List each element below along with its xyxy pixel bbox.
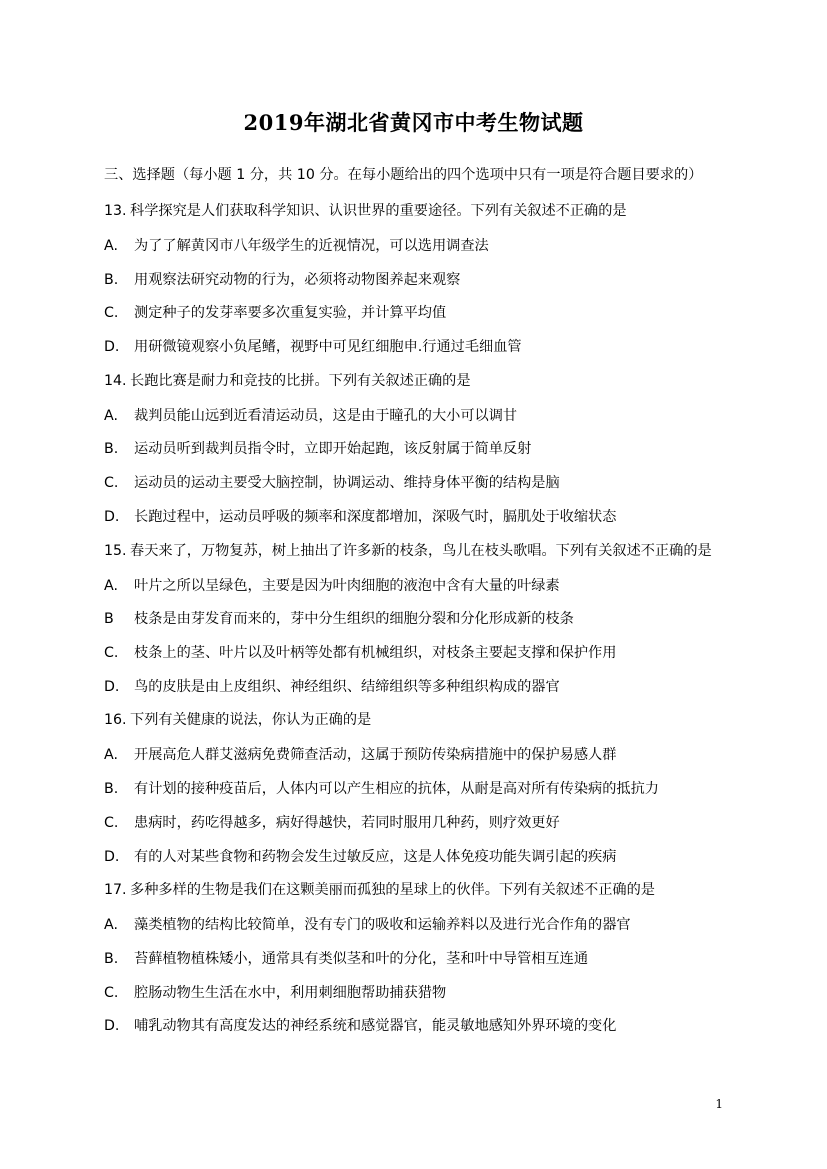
option-d [104, 506, 723, 529]
option-text: 为了了解黄冈市八年级学生的近视情况，可以选用调查法 [134, 237, 489, 254]
question-number: 16. [104, 712, 127, 729]
option-text: 测定种子的发芽率要多次重复实验，并计算平均值 [134, 305, 447, 322]
option-c [104, 642, 723, 665]
option-text: 枝条上的茎、叶片以及叶柄等处都有机械组织，对枝条主要起支撑和保护作用 [134, 645, 617, 661]
option-label: B. [104, 951, 119, 968]
option-text: 患病时，药吃得越多，病好得越快，若同时服用几种药，则疗效更好 [134, 814, 560, 831]
option-text: 运动员听到裁判员指令时，立即开始起跑，该反射属于简单反射 [134, 441, 532, 458]
option-label: A. [104, 917, 118, 934]
option-label: D. [104, 508, 120, 525]
option-d [104, 336, 723, 359]
option-text: 鸟的皮肤是由上皮组织、神经组织、结缔组织等多种组织构成的器官 [134, 678, 560, 695]
option-text: 叶片之所以呈绿色，主要是因为叶肉细胞的液泡中含有大量的叶绿素 [134, 577, 560, 594]
option-a [104, 914, 723, 937]
option-c [104, 812, 723, 835]
option-text: 苔藓植物植株矮小，通常具有类似茎和叶的分化，茎和叶中导管相互连通 [134, 951, 589, 968]
option-text: 枝条是由芽发育而来的，芽中分生组织的细胞分裂和分化形成新的枝条 [134, 611, 574, 628]
option-text: 开展高危人群艾滋病免费筛查活动，这属于预防传染病措施中的保护易感人群 [134, 747, 617, 764]
question-text: 多种多样的生物是我们在这颗美丽而孤独的星球上的伙伴。下列有关叙述不正确的是 [130, 882, 655, 899]
page-title: 2019年湖北省黄冈市中考生物试题 [243, 110, 584, 135]
question-stem [104, 200, 723, 223]
question-16 [104, 709, 723, 868]
option-label: C. [104, 645, 119, 661]
option-label: C. [104, 305, 119, 322]
option-text: 用观察法研究动物的行为，必须将动物图养起来观察 [134, 271, 461, 288]
option-text: 有计划的接种疫苗后，人体内可以产生相应的抗体，从耐是高对所有传染病的抵抗力 [134, 781, 659, 798]
option-label: C. [104, 814, 119, 831]
question-stem [104, 709, 723, 732]
option-c [104, 302, 723, 325]
question-number: 13. [104, 202, 127, 219]
question-14 [104, 370, 723, 529]
question-stem [104, 370, 723, 393]
question-text: 下列有关健康的说法，你认为正确的是 [130, 712, 372, 729]
option-d [104, 676, 723, 699]
option-d [104, 846, 723, 869]
option-b [104, 269, 723, 292]
question-text: 春天来了，万物复苏，树上抽出了许多新的枝条，鸟儿在枝头歌唱。下列有关叙述不正确的是 [130, 542, 712, 559]
option-text: 有的人对某些食物和药物会发生过敏反应，这是人体免疫功能失调引起的疾病 [134, 848, 617, 865]
option-label: D. [104, 848, 120, 865]
question-13 [104, 200, 723, 359]
option-label: C. [104, 475, 119, 492]
question-17 [104, 879, 723, 1038]
option-a [104, 235, 723, 258]
option-b [104, 438, 723, 461]
option-text: 哺乳动物其有高度发达的神经系统和感觉器官，能灵敏地感知外界环境的变化 [134, 1018, 617, 1035]
option-label: A. [104, 747, 118, 764]
question-stem [104, 540, 723, 563]
option-b [104, 948, 723, 971]
option-label: A. [104, 577, 118, 594]
page-number: 1 [715, 1097, 723, 1111]
question-number: 15. [104, 542, 127, 559]
option-label: B [104, 611, 114, 628]
option-c [104, 472, 723, 495]
option-a [104, 744, 723, 767]
option-label: D. [104, 1018, 120, 1035]
question-15 [104, 540, 723, 699]
option-text: 腔肠动物生生活在水中，利用刺细胞帮助捕获猎物 [134, 984, 447, 1001]
option-a [104, 575, 723, 598]
option-text: 运动员的运动主要受大脑控制，协调运动、维持身体平衡的结构是脑 [134, 475, 560, 492]
option-label: B. [104, 271, 119, 288]
option-label: A. [104, 407, 118, 424]
question-number: 14. [104, 372, 127, 389]
question-stem [104, 879, 723, 902]
question-text: 科学探究是人们获取科学知识、认识世界的重要途径。下列有关叙述不正确的是 [130, 202, 627, 219]
option-label: D. [104, 338, 120, 355]
option-b [104, 608, 723, 631]
option-c [104, 982, 723, 1005]
option-text: 藻类植物的结构比较简单，没有专门的吸收和运输养料以及进行光合作角的器官 [134, 917, 631, 934]
question-text: 长跑比赛是耐力和竞技的比拼。下列有关叙述正确的是 [130, 372, 471, 389]
option-a [104, 405, 723, 428]
option-label: D. [104, 678, 120, 695]
question-number: 17. [104, 882, 127, 899]
option-label: B. [104, 781, 119, 798]
section-intro: 三、选择题（每小题 1 分，共 10 分。在每小题给出的四个选项中只有一项是符合题目要求的） [104, 167, 703, 184]
option-b [104, 778, 723, 801]
option-label: C. [104, 984, 119, 1001]
option-d [104, 1015, 723, 1038]
option-label: B. [104, 441, 119, 458]
option-text: 裁判员能山远到近看清运动员，这是由于瞳孔的大小可以调甘 [134, 407, 518, 424]
option-text: 用研微镜观察小负尾鳍，视野中可见红细胞申.行通过毛细血管 [134, 338, 522, 355]
option-text: 长跑过程中，运动员呼吸的频率和深度都增加，深吸气时，膈肌处于收缩状态 [134, 508, 617, 525]
option-label: A. [104, 237, 118, 254]
